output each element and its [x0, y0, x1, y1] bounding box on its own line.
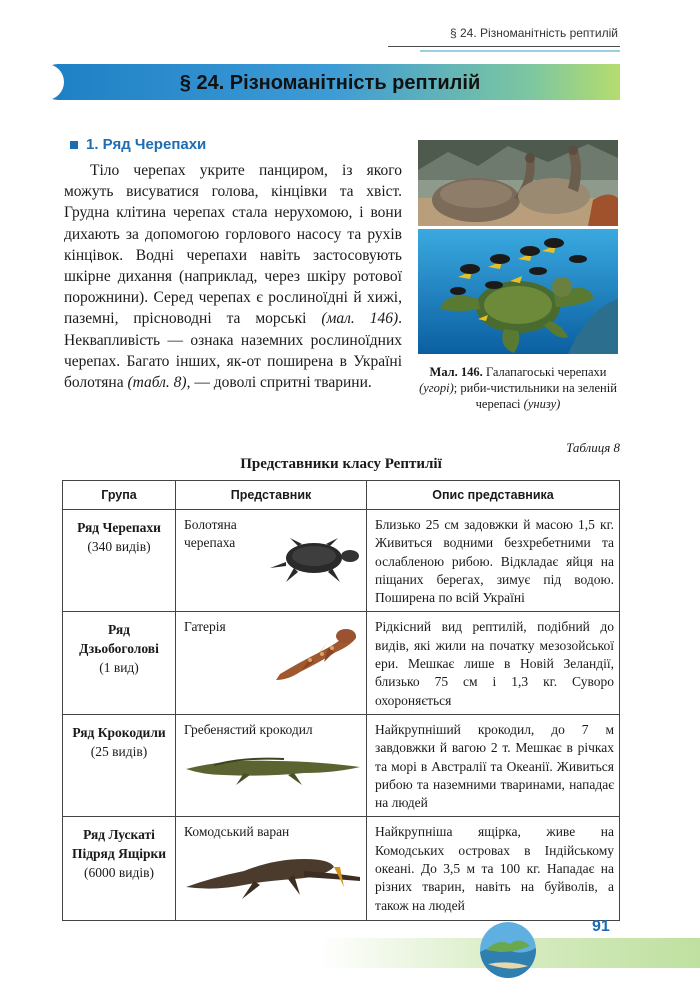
header-group: Група — [63, 481, 176, 510]
footer-globe-image — [480, 922, 536, 978]
section-heading-text: 1. Ряд Черепахи — [86, 136, 207, 153]
representative-cell — [176, 714, 367, 816]
pond-turtle-image — [268, 532, 364, 592]
representative-cell — [176, 612, 367, 714]
table-row — [63, 714, 620, 816]
table-row — [63, 612, 620, 714]
group-cell: Ряд Дзьобоголові (1 вид) — [63, 612, 176, 714]
representative-name: Комодський варан — [184, 824, 290, 840]
figure-reference: (мал. 146) — [321, 310, 399, 328]
page-title: § 24. Різноманітність рептилій — [179, 71, 481, 94]
group-cell: Ряд Лускаті Підряд Ящірки (6000 видів) — [63, 817, 176, 921]
representative-name: Гатерія — [184, 619, 226, 635]
description-cell: Близько 25 см задовжки й масою 1,5 кг. Живиться водними безхребетними та ослабленою рибою. Відкладає яйця на піщаних берегах, зимує під водою. Поширена по всій Україні — [367, 510, 620, 612]
header-accent-rule — [420, 50, 620, 52]
table-row — [63, 817, 620, 921]
group-cell: Ряд Черепахи (340 видів) — [63, 510, 176, 612]
header-rule — [388, 46, 620, 47]
group-cell: Ряд Крокодили (25 видів) — [63, 714, 176, 816]
body-paragraph: Тіло черепах укрите панциром, із якого можуть висуватися голова, кінцівки та хвіст. Грудна клітина черепах стала нерухомою, і вони дихають за допомогою горлового насосу та рухів кінцівок. Водні черепахи навіть застосовують шкірне дихання (наприклад, через шкіру ротової порожнини). Серед черепах є рослиноїдні й хижі, паземні, прісноводні та морські (мал. 146). Неквапливість — ознака наземних рослиноїдних черепах. Багато інших, як-от поширена в Україні болотяна (табл. 8), — доволі спритні тварини. — [64, 162, 402, 392]
galapagos-tortoises-photo — [418, 140, 618, 226]
table-header-row — [63, 481, 620, 510]
table-label: Таблиця 8 — [566, 440, 620, 455]
table-row — [63, 510, 620, 612]
description-cell: Найкрупніша ящірка, живе на Комодських островах в Індійському океані. До 3,5 м та 100 кг. Нападає на різних тварин, навіть на буйволів, а також на людей — [367, 817, 620, 921]
figure-caption: Мал. 146. Галапагоські черепахи (угорі); риби-чистильники на зеленій черепасі (унизу) — [419, 365, 617, 411]
representative-name: Болотяна черепаха — [184, 517, 237, 550]
description-cell: Найкрупніший крокодил, до 7 м завдовжки й вагою 2 т. Мешкає в річках та морі в Австралії та Океанії. Живиться рибою та наземними тваринами, нападає на людей — [367, 714, 620, 816]
reptiles-table — [62, 480, 620, 921]
header-representative: Представник — [176, 481, 367, 510]
crocodile-image — [184, 747, 362, 791]
header-description: Опис представника — [367, 481, 620, 510]
table-reference: (табл. 8) — [127, 374, 187, 392]
representative-name: Гребенястий крокодил — [184, 721, 313, 737]
tuatara-image — [270, 622, 360, 688]
description-cell: Рідкісний вид рептилій, подібний до видів, які жили на початку мезозойської ери. Мешкає лише в Новій Зеландії, близько 75 см і 1,3 кг. Суворо охороняється — [367, 612, 620, 714]
section-heading — [70, 136, 206, 153]
representative-cell — [176, 817, 367, 921]
running-head: § 24. Різноманітність рептилій — [450, 26, 618, 40]
representative-cell — [176, 510, 367, 612]
sea-turtle-photo — [418, 229, 618, 354]
page-number: 91 — [592, 918, 610, 935]
komodo-dragon-image — [184, 847, 362, 907]
table-title: Представники класу Рептилії — [240, 456, 442, 472]
bullet-square-icon — [70, 141, 78, 149]
